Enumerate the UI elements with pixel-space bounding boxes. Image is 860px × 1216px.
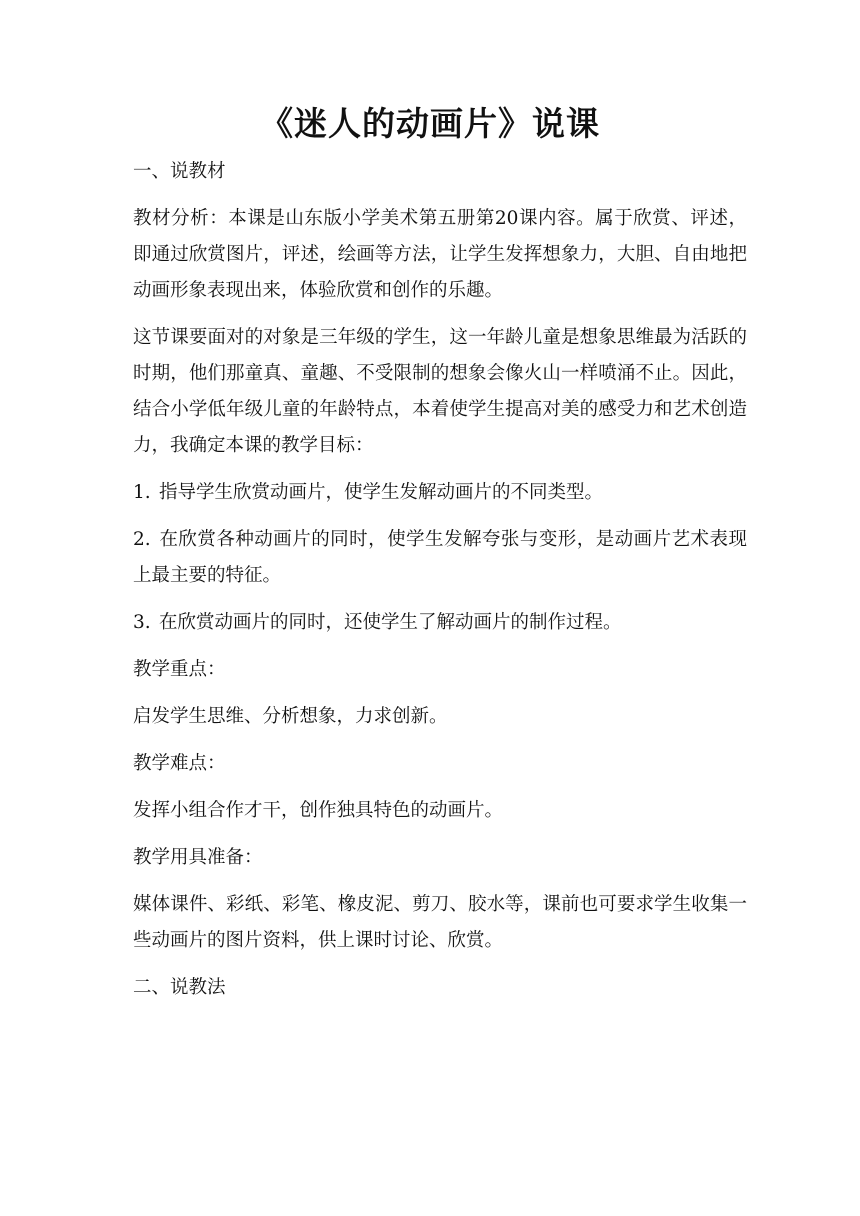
goal-number-3: 3. <box>133 612 151 633</box>
goal-text-1: 指导学生欣赏动画片，使学生发解动画片的不同类型。 <box>159 482 604 503</box>
text-key-points: 启发学生思维、分析想象，力求创新。 <box>133 706 448 727</box>
goal-item-3 <box>133 605 747 652</box>
document-title: 《迷人的动画片》说课 <box>260 104 600 143</box>
text-difficult-points: 发挥小组合作才干，创作独具特色的动画片。 <box>133 800 504 821</box>
document-body <box>133 154 747 1017</box>
label-key-points: 教学重点： <box>133 659 226 680</box>
goal-text-3: 在欣赏动画片的同时，还使学生了解动画片的制作过程。 <box>159 612 622 633</box>
goal-item-1 <box>133 475 747 522</box>
text-teaching-tools: 媒体课件、彩纸、彩笔、橡皮泥、剪刀、胶水等，课前也可要求学生收集一些动画片的图片资料，供上课时讨论、欣赏。 <box>133 894 747 951</box>
goal-item-2 <box>133 522 747 605</box>
goal-number-1: 1. <box>133 482 151 503</box>
section-heading-textbook: 一、说教材 <box>133 161 226 182</box>
label-difficult-points: 教学难点： <box>133 753 226 774</box>
section-heading-methods: 二、说教法 <box>133 977 226 998</box>
paragraph-students: 这节课要面对的对象是三年级的学生，这一年龄儿童是想象思维最为活跃的时期，他们那童真、童趣、不受限制的想象会像火山一样喷涌不止。因此，结合小学低年级儿童的年龄特点，本着使学生提高对美的感受力和艺术创造力，我确定本课的教学目标： <box>133 327 747 456</box>
paragraph-textbook-analysis: 教材分析：本课是山东版小学美术第五册第20课内容。属于欣赏、评述，即通过欣赏图片，评述，绘画等方法，让学生发挥想象力，大胆、自由地把动画形象表现出来，体验欣赏和创作的乐趣。 <box>133 208 747 301</box>
goal-number-2: 2. <box>133 529 151 550</box>
goal-text-2: 在欣赏各种动画片的同时，使学生发解夸张与变形，是动画片艺术表现上最主要的特征。 <box>133 529 747 586</box>
label-teaching-tools: 教学用具准备： <box>133 847 263 868</box>
